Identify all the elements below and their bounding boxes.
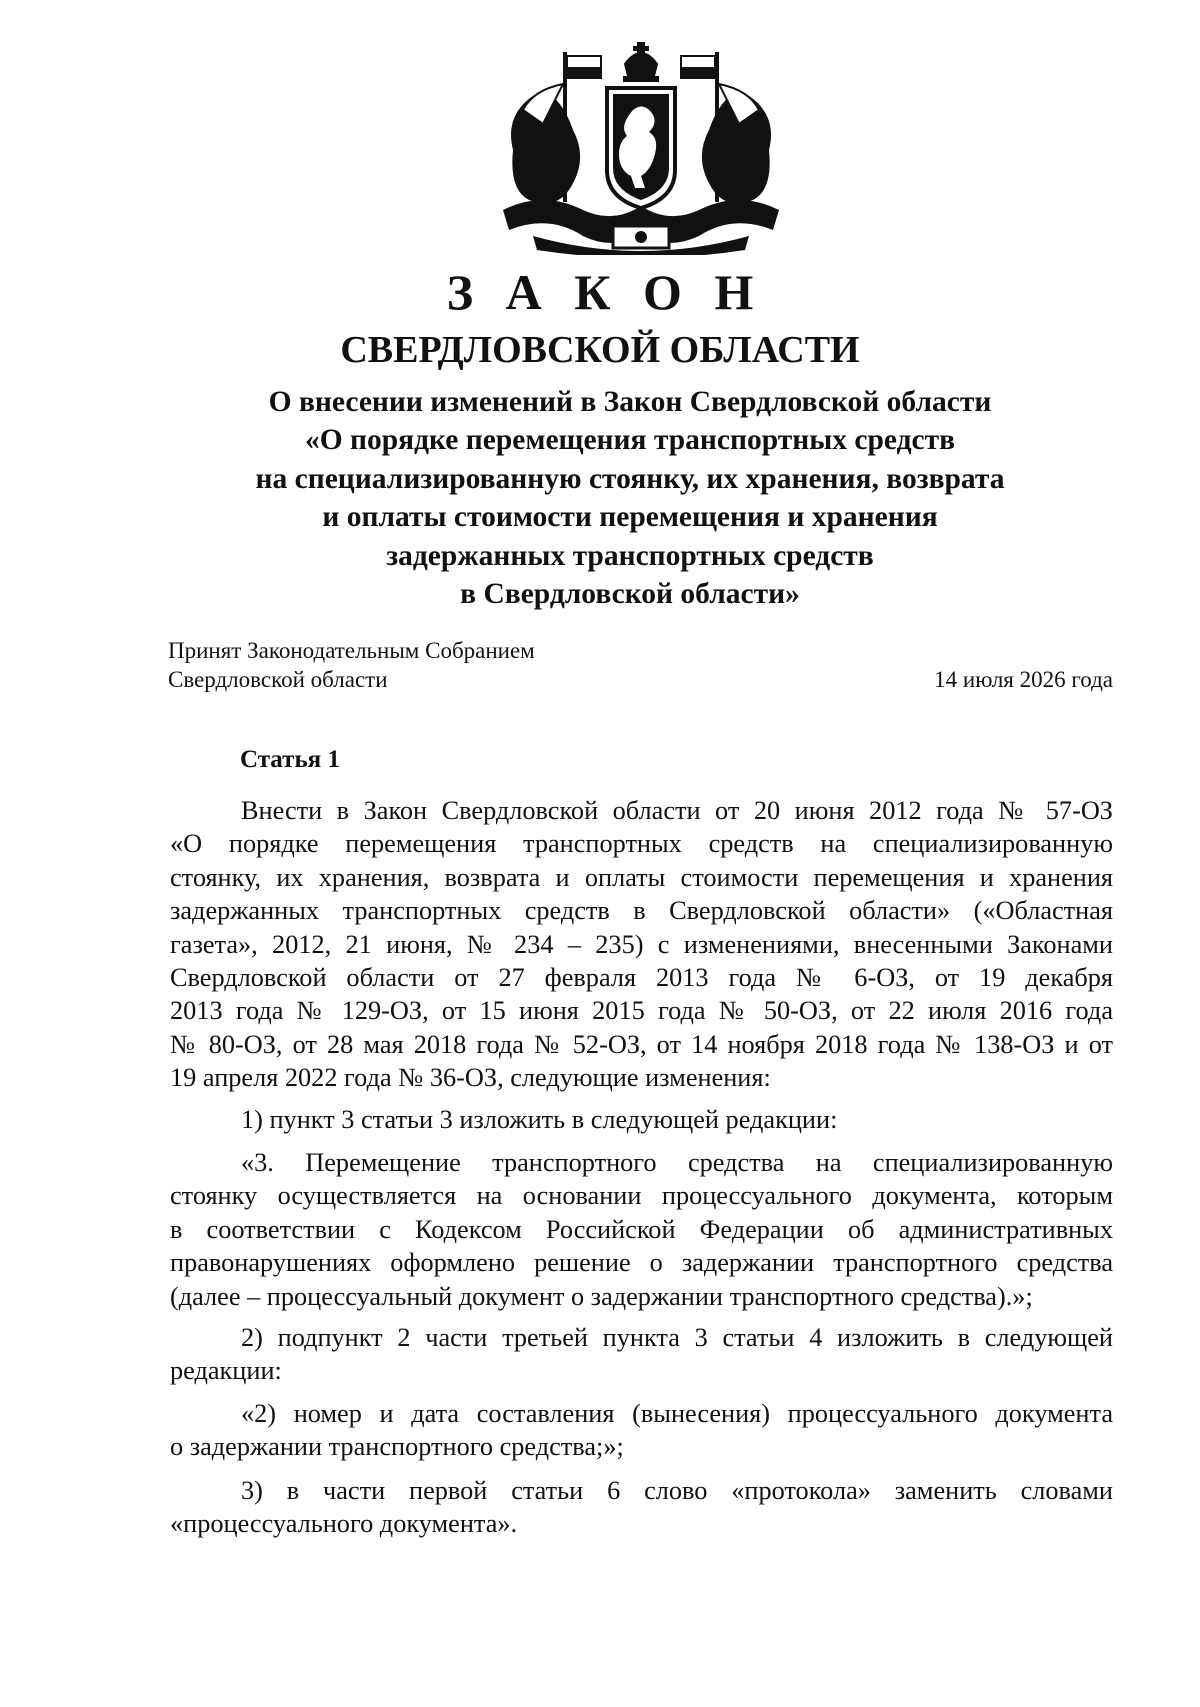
- heading-line: задержанных транспортных средств: [386, 539, 874, 572]
- paragraph-line: правонарушениях оформлено решение о задержании транспортного средства: [170, 1248, 1113, 1278]
- paragraph-line: Свердловской области от 27 февраля 2013 года № 6-ОЗ, от 19 декабря: [170, 963, 1113, 993]
- article-intro-paragraph: [170, 794, 1113, 1095]
- heading-line: на специализированную стоянку, их хранения, возврата: [255, 462, 1005, 495]
- paragraph-line: 2013 года № 129-ОЗ, от 15 июня 2015 года № 50-ОЗ, от 22 июля 2016 года: [170, 996, 1113, 1026]
- amendment-item-1-quote: [170, 1146, 1113, 1313]
- paragraph-line: (далее – процессуальный документ о задержании транспортного средства).»;: [170, 1281, 1033, 1311]
- paragraph-line: задержанных транспортных средств в Свердловской области» («Областная: [170, 896, 1113, 926]
- paragraph-line: «2) номер и дата составления (вынесения) процессуального документа: [241, 1399, 1113, 1428]
- paragraph-line: о задержании транспортного средства;»;: [170, 1432, 624, 1462]
- paragraph-line: стоянку осуществляется на основании процессуального документа, которым: [170, 1181, 1113, 1211]
- document-subtitle: СВЕРДЛОВСКОЙ ОБЛАСТИ: [340, 329, 860, 371]
- article-title: Статья 1: [240, 746, 340, 773]
- law-heading: [200, 383, 1060, 613]
- paragraph-line: 19 апреля 2022 года № 36-ОЗ, следующие изменения:: [170, 1063, 771, 1093]
- document-title: З А К О Н: [446, 264, 764, 320]
- paragraph-line: в соответствии с Кодексом Российской Федерации об административных: [170, 1214, 1113, 1244]
- paragraph-line: 3) в части первой статьи 6 слово «протокола» заменить словами: [241, 1476, 1113, 1505]
- adoption-line: Свердловской области: [168, 667, 388, 692]
- paragraph-line: «О порядке перемещения транспортных средств на специализированную: [170, 829, 1113, 859]
- paragraph-line: Внести в Закон Свердловской области от 20 июня 2012 года № 57-ОЗ: [241, 796, 1113, 825]
- heading-line: «О порядке перемещения транспортных средств: [304, 424, 956, 457]
- adoption-line: Принят Законодательным Собранием: [168, 638, 535, 663]
- paragraph-line: газета», 2012, 21 июня, № 234 – 235) с изменениями, внесенными Законами: [170, 929, 1113, 959]
- coat-of-arms-icon: [493, 40, 789, 255]
- amendment-item-2-quote: [170, 1397, 1113, 1464]
- heading-line: О внесении изменений в Закон Свердловской области: [268, 386, 992, 418]
- paragraph-line: «процессуального документа».: [170, 1509, 518, 1539]
- amendment-item-1: [170, 1103, 1113, 1136]
- adoption-note: [168, 636, 535, 694]
- amendment-item-2: [170, 1321, 1113, 1388]
- heading-line: и оплаты стоимости перемещения и хранения: [322, 501, 938, 534]
- paragraph-line: 1) пункт 3 статьи 3 изложить в следующей редакции:: [241, 1105, 838, 1134]
- paragraph-line: 2) подпункт 2 части третьей пункта 3 статьи 4 изложить в следующей: [241, 1323, 1113, 1352]
- coat-of-arms-emblem: [493, 40, 789, 255]
- heading-line: в Свердловской области»: [460, 578, 800, 611]
- paragraph-line: стоянку, их хранения, возврата и оплаты стоимости перемещения и хранения: [170, 862, 1113, 892]
- amendment-item-3: [170, 1474, 1113, 1541]
- paragraph-line: редакции:: [170, 1356, 282, 1386]
- paragraph-line: № 80-ОЗ, от 28 мая 2018 года № 52-ОЗ, от 14 ноября 2018 года № 138-ОЗ и от: [170, 1029, 1113, 1059]
- adoption-date: 14 июля 2026 года: [934, 667, 1113, 692]
- paragraph-line: «3. Перемещение транспортного средства на специализированную: [241, 1148, 1113, 1177]
